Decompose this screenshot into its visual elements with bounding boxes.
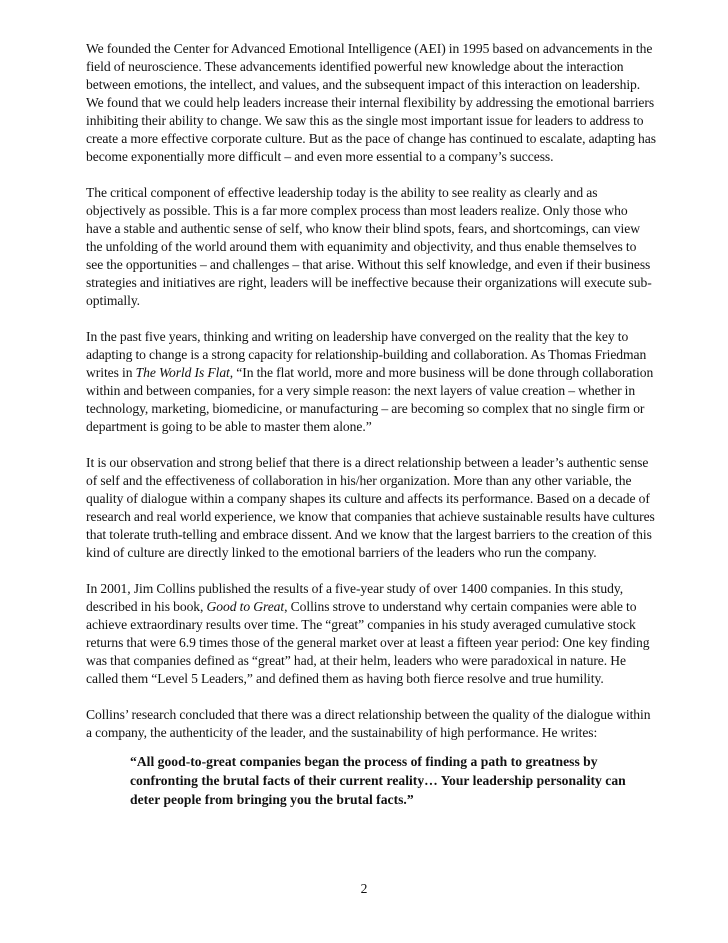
paragraph-aei-founding [86, 40, 656, 166]
paragraph-text: , Collins strove to understand why certain companies were able to achieve extraordinary results over time. The “great” companies in his study averaged cumulative stock returns that were 6.9 times those of the general market over at least a fifteen year period: One key finding was that companies defined as “great” had, at their helm, leaders who were paradoxical in nature. He called them “Level 5 Leaders,” and defined them as having both fierce resolve and true humility. [86, 599, 650, 686]
paragraph-text: It is our observation and strong belief that there is a direct relationship between a leader’s authentic sense of self and the effectiveness of collaboration in his/her organization. More than any other variable, the quality of dialogue within a company shapes its culture and affects its performance. Based on a decade of research and real world experience, we know that companies that achieve sustainable results have cultures that tolerate truth-telling and embrace dissent. And we know that the largest barriers to the creation of this kind of culture are directly linked to the emotional barriers of the leaders who run the company. [86, 455, 655, 560]
paragraph-collins-study [86, 580, 656, 688]
paragraph-friedman [86, 328, 656, 436]
paragraph-text: The critical component of effective leadership today is the ability to see reality as clearly and as objectively as possible. This is a far more complex process than most leaders realize. Only those who have a stable and authentic sense of self, who know their blind spots, fears, and shortcomings, can view the unfolding of the world around them with equanimity and objectivity, and thus enable themselves to see the opportunities – and challenges – that arise. Without this self knowledge, and even if their business strategies and initiatives are right, leaders will be ineffective because their organizations will execute sub-optimally. [86, 185, 652, 308]
paragraph-collins-research [86, 706, 656, 742]
book-title-italic: Good to Great [206, 599, 285, 614]
paragraph-text: Collins’ research concluded that there was a direct relationship between the quality of the dialogue within a company, the authenticity of the leader, and the sustainability of high performance. He writes: [86, 707, 651, 740]
paragraph-observation [86, 454, 656, 562]
paragraph-text: We founded the Center for Advanced Emotional Intelligence (AEI) in 1995 based on advancements in the field of neuroscience. These advancements identified powerful new knowledge about the interaction between emotions, the intellect, and values, and the subsequent impact of this interaction on leadership. We found that we could help leaders increase their internal flexibility by addressing the emotional barriers inhibiting their ability to change. We saw this as the single most important issue for leaders to address to create a more effective corporate culture. But as the pace of change has continued to escalate, adapting has become exponentially more difficult – and even more essential to a company’s success. [86, 41, 656, 164]
book-title-italic: The World Is Flat [135, 365, 230, 380]
paragraph-text: In the past five years, thinking and writing on leadership have converged on the reality that the key to adapting to change is a strong capacity for relationship-building and collaboration. As Thomas Friedman writes in [86, 329, 647, 380]
paragraph-text: In 2001, Jim Collins published the results of a five-year study of over 1400 companies. In this study, described in his book, [86, 581, 624, 614]
paragraph-critical-component [86, 184, 656, 310]
body-text [86, 40, 656, 809]
page-number: 2 [360, 881, 368, 896]
paragraph-text: , “In the flat world, more and more business will be done through collaboration within and between companies, for a very simple reason: the next layers of value creation – whether in technology, marketing, biomedicine, or manufacturing – are becoming so complex that no single firm or department is going to be able to master them alone.” [86, 365, 654, 434]
block-quote: “All good-to-great companies began the process of finding a path to greatness by confronting the brutal facts of their current reality… Your leadership personality can deter people from bringing you the brutal facts.” [130, 754, 626, 807]
